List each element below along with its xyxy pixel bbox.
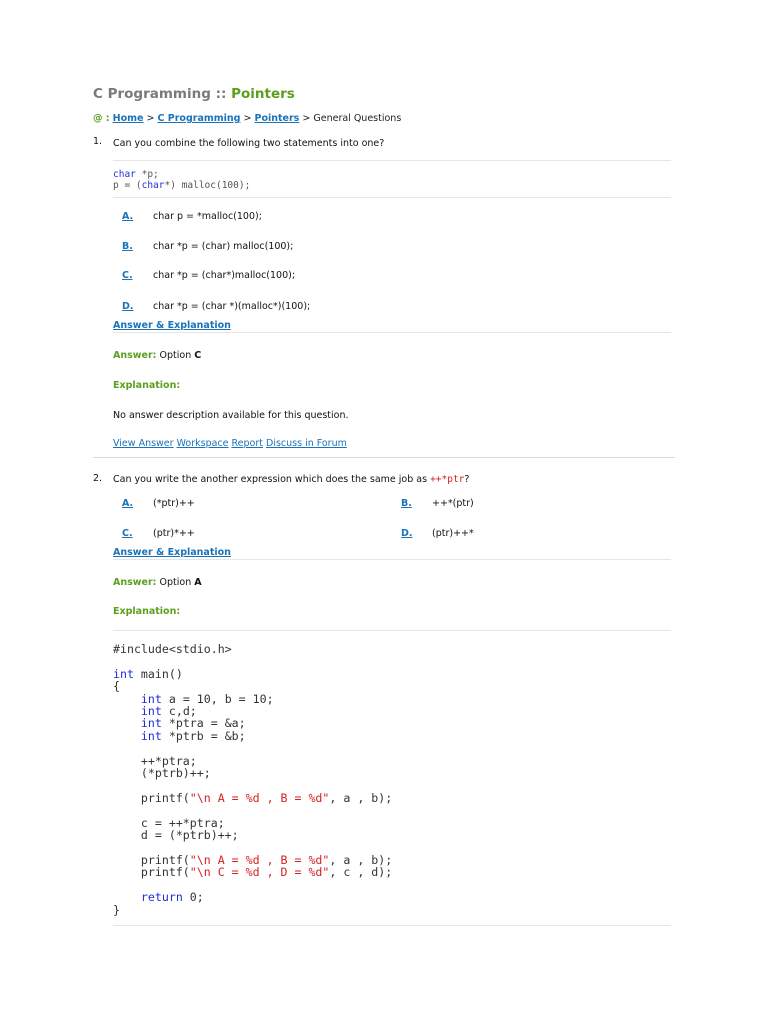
code-text: *) malloc(100); — [164, 180, 251, 191]
q2-option-b-link[interactable]: B. — [401, 498, 412, 509]
breadcrumb-separator: > — [146, 113, 155, 124]
q1-action-links — [113, 438, 350, 449]
breadcrumb-home-link[interactable]: Home — [112, 113, 144, 124]
question-2-text-after: ? — [464, 474, 470, 485]
code-text: a = 10, b = 10; — [161, 691, 274, 706]
breadcrumb-separator: > — [243, 113, 252, 124]
q2-answer — [113, 577, 202, 588]
code-text: c = ++*ptra; — [140, 815, 225, 830]
code-text: , a , b); — [329, 790, 393, 805]
q1-option-c-link[interactable]: C. — [122, 270, 133, 281]
answer-value: C — [194, 350, 202, 361]
discuss-forum-link[interactable]: Discuss in Forum — [266, 438, 347, 449]
code-text: } — [113, 902, 120, 917]
q2-option-a-link[interactable]: A. — [122, 498, 134, 509]
q2-option-c-text: (ptr)*++ — [153, 528, 195, 539]
workspace-link[interactable]: Workspace — [176, 438, 229, 449]
q2-option-c-link[interactable]: C. — [122, 528, 133, 539]
question-2-number: 2. — [93, 473, 103, 484]
q2-option-d-link[interactable]: D. — [401, 528, 413, 539]
q2-option-a-text: (*ptr)++ — [153, 498, 195, 509]
code-text: *ptrb = &b; — [161, 728, 246, 743]
code-text: ++*ptra; — [140, 753, 197, 768]
q2-answer-explanation-link[interactable]: Answer & Explanation — [113, 547, 231, 558]
divider — [113, 160, 671, 161]
code-string: "\n A = %d , B = %d" — [189, 852, 330, 867]
question-2-text — [113, 474, 469, 485]
code-keyword: char — [113, 169, 136, 180]
code-text: printf( — [140, 790, 190, 805]
q1-option-a-text: char p = *malloc(100); — [153, 211, 262, 222]
code-text: { — [113, 679, 120, 694]
breadcrumb-current: General Questions — [313, 113, 402, 124]
code-string: "\n C = %d , D = %d" — [189, 865, 330, 880]
q1-answer — [113, 350, 201, 361]
code-keyword: int — [140, 691, 162, 706]
q1-option-c-text: char *p = (char*)malloc(100); — [153, 270, 296, 281]
code-text: (*ptrb)++; — [140, 766, 211, 781]
question-1-code — [113, 169, 250, 191]
q1-answer-explanation-link[interactable]: Answer & Explanation — [113, 320, 231, 331]
question-1-number: 1. — [93, 136, 103, 147]
q2-option-b-text: ++*(ptr) — [432, 498, 474, 509]
divider — [113, 197, 671, 198]
q1-explanation-label: Explanation: — [113, 380, 181, 391]
divider — [113, 332, 671, 333]
code-text: d = (*ptrb)++; — [140, 828, 239, 843]
report-link[interactable]: Report — [231, 438, 263, 449]
section-divider — [93, 457, 675, 458]
q1-explanation-text: No answer description available for this question. — [113, 410, 349, 421]
q2-option-d-text: (ptr)++* — [432, 528, 474, 539]
q2-explanation-label: Explanation: — [113, 606, 181, 617]
code-keyword: int — [140, 728, 162, 743]
code-text: , c , d); — [329, 865, 393, 880]
q1-option-a-link[interactable]: A. — [122, 211, 134, 222]
code-text: main() — [133, 666, 183, 681]
code-keyword: int — [113, 666, 134, 681]
answer-prefix: Option — [159, 350, 192, 361]
code-text: c,d; — [161, 704, 197, 719]
page-title — [93, 86, 295, 102]
breadcrumb-c-programming-link[interactable]: C Programming — [157, 113, 241, 124]
divider — [113, 559, 671, 560]
q1-option-d-link[interactable]: D. — [122, 301, 134, 312]
question-2-inline-code: ++*ptr — [430, 474, 465, 485]
question-1-text: Can you combine the following two statements into one? — [113, 138, 385, 149]
view-answer-link[interactable]: View Answer — [113, 438, 174, 449]
question-2-text-before: Can you write the another expression which does the same job as — [113, 474, 431, 485]
code-keyword: int — [140, 704, 162, 719]
divider — [113, 630, 671, 631]
code-text: 0; — [182, 890, 204, 905]
page-title-topic: Pointers — [231, 86, 295, 102]
breadcrumb-pointers-link[interactable]: Pointers — [254, 113, 300, 124]
breadcrumb-at: @ : — [93, 113, 110, 124]
answer-value: A — [194, 577, 202, 588]
code-keyword: return — [140, 890, 183, 905]
code-text: *ptra = &a; — [161, 716, 246, 731]
answer-label: Answer: — [113, 350, 157, 361]
code-text: printf( — [140, 865, 190, 880]
code-string: "\n A = %d , B = %d" — [189, 790, 330, 805]
answer-prefix: Option — [159, 577, 192, 588]
breadcrumb — [93, 113, 401, 124]
q1-option-b-text: char *p = (char) malloc(100); — [153, 241, 294, 252]
code-keyword: int — [140, 716, 162, 731]
code-text: *p; — [135, 169, 159, 180]
answer-label: Answer: — [113, 577, 157, 588]
breadcrumb-separator: > — [302, 113, 311, 124]
page-title-prefix: C Programming :: — [93, 86, 232, 102]
q1-option-b-link[interactable]: B. — [122, 241, 133, 252]
code-text: , a , b); — [329, 852, 393, 867]
code-text: p = ( — [113, 180, 142, 191]
q2-code-block — [113, 643, 392, 916]
code-keyword: char — [141, 180, 165, 191]
code-text: #include<stdio.h> — [113, 642, 232, 656]
q1-option-d-text: char *p = (char *)(malloc*)(100); — [153, 301, 311, 312]
divider — [113, 925, 671, 926]
code-text: printf( — [140, 852, 190, 867]
